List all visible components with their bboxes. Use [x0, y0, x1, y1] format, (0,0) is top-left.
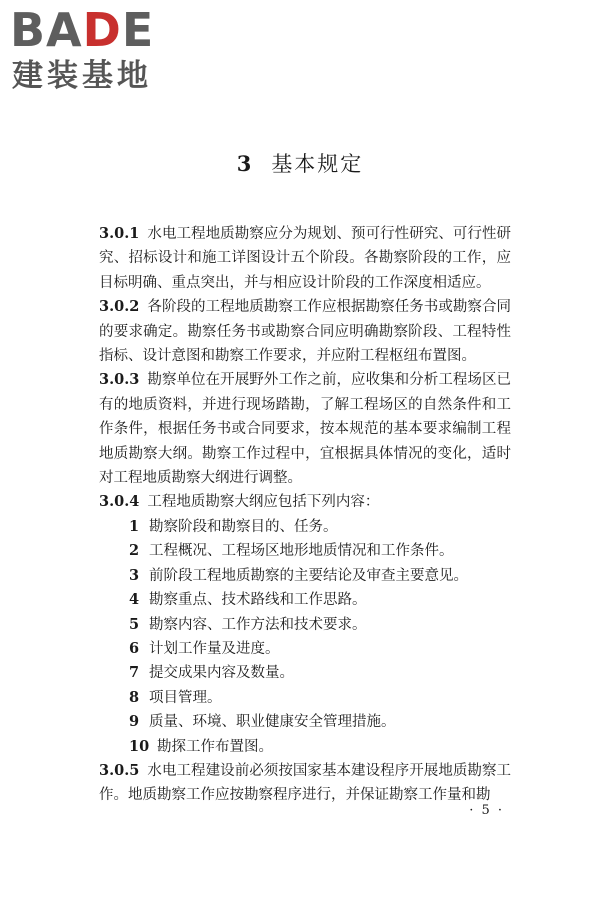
- clause-3-0-5: [99, 759, 511, 808]
- clause-3-0-3: [99, 368, 511, 490]
- chapter-title: [0, 148, 600, 178]
- list-item: 9 质量、环境、职业健康安全管理措施。: [129, 713, 396, 731]
- clause-id: 3.0.4: [99, 493, 140, 511]
- brand-logo: [10, 4, 180, 96]
- clause-3-0-4: [99, 490, 511, 514]
- chapter-heading: 基本规定: [271, 152, 364, 176]
- clause-text: 勘察单位在开展野外工作之前，应收集和分析工程场区已有的地质资料，并进行现场踏勘，了解工程场区的自然条件和工作条件，根据任务书或合同要求，按本规范的基本要求编制工程地质勘察大纲。勘察工作过程中，宜根据具体情况的变化，适时对工程地质勘察大纲进行调整。: [99, 372, 511, 487]
- list-item: 4 勘察重点、技术路线和工作思路。: [129, 591, 367, 609]
- list-item: 2 工程概况、工程场区地形地质情况和工作条件。: [129, 542, 454, 560]
- chapter-number: 3: [236, 151, 254, 176]
- list-item: 3 前阶段工程地质勘察的主要结论及审查主要意见。: [129, 566, 468, 584]
- clause-id: 3.0.1: [99, 225, 140, 242]
- logo-wordmark: BADE: [10, 3, 155, 57]
- list-item: 10 勘探工作布置图。: [129, 737, 273, 755]
- clause-3-0-2: [99, 295, 511, 368]
- clause-text: 水电工程建设前必须按国家基本建设程序开展地质勘察工作。地质勘察工作应按勘察程序进行，并保证勘察工作量和勘: [99, 762, 511, 804]
- list-item: 1 勘察阶段和勘察目的、任务。: [129, 517, 338, 535]
- page-number: · 5 ·: [469, 803, 504, 818]
- clause-3-0-1: [99, 222, 511, 295]
- logo-subtitle: 建装基地: [12, 58, 152, 94]
- list-item: 6 计划工作量及进度。: [129, 639, 280, 657]
- clause-id: 3.0.3: [99, 371, 140, 389]
- document-body: [99, 222, 511, 808]
- list-item: 5 勘察内容、工作方法和技术要求。: [129, 615, 367, 633]
- clause-id: 3.0.2: [99, 298, 140, 316]
- list-item: 8 项目管理。: [129, 688, 222, 706]
- clause-text: 水电工程地质勘察应分为规划、预可行性研究、可行性研究、招标设计和施工详图设计五个阶段。各勘察阶段的工作，应目标明确、重点突出，并与相应设计阶段的工作深度相适应。: [99, 226, 511, 291]
- clause-text: 工程地质勘察大纲应包括下列内容：: [147, 494, 380, 511]
- clause-id: 3.0.5: [99, 761, 140, 779]
- outline-content-list: [99, 515, 511, 759]
- clause-text: 各阶段的工程地质勘察工作应根据勘察任务书或勘察合同的要求确定。勘察任务书或勘察合同应明确勘察阶段、工程特性指标、设计意图和勘察工作要求，并应附工程枢纽布置图。: [99, 299, 511, 365]
- list-item: 7 提交成果内容及数量。: [129, 664, 294, 682]
